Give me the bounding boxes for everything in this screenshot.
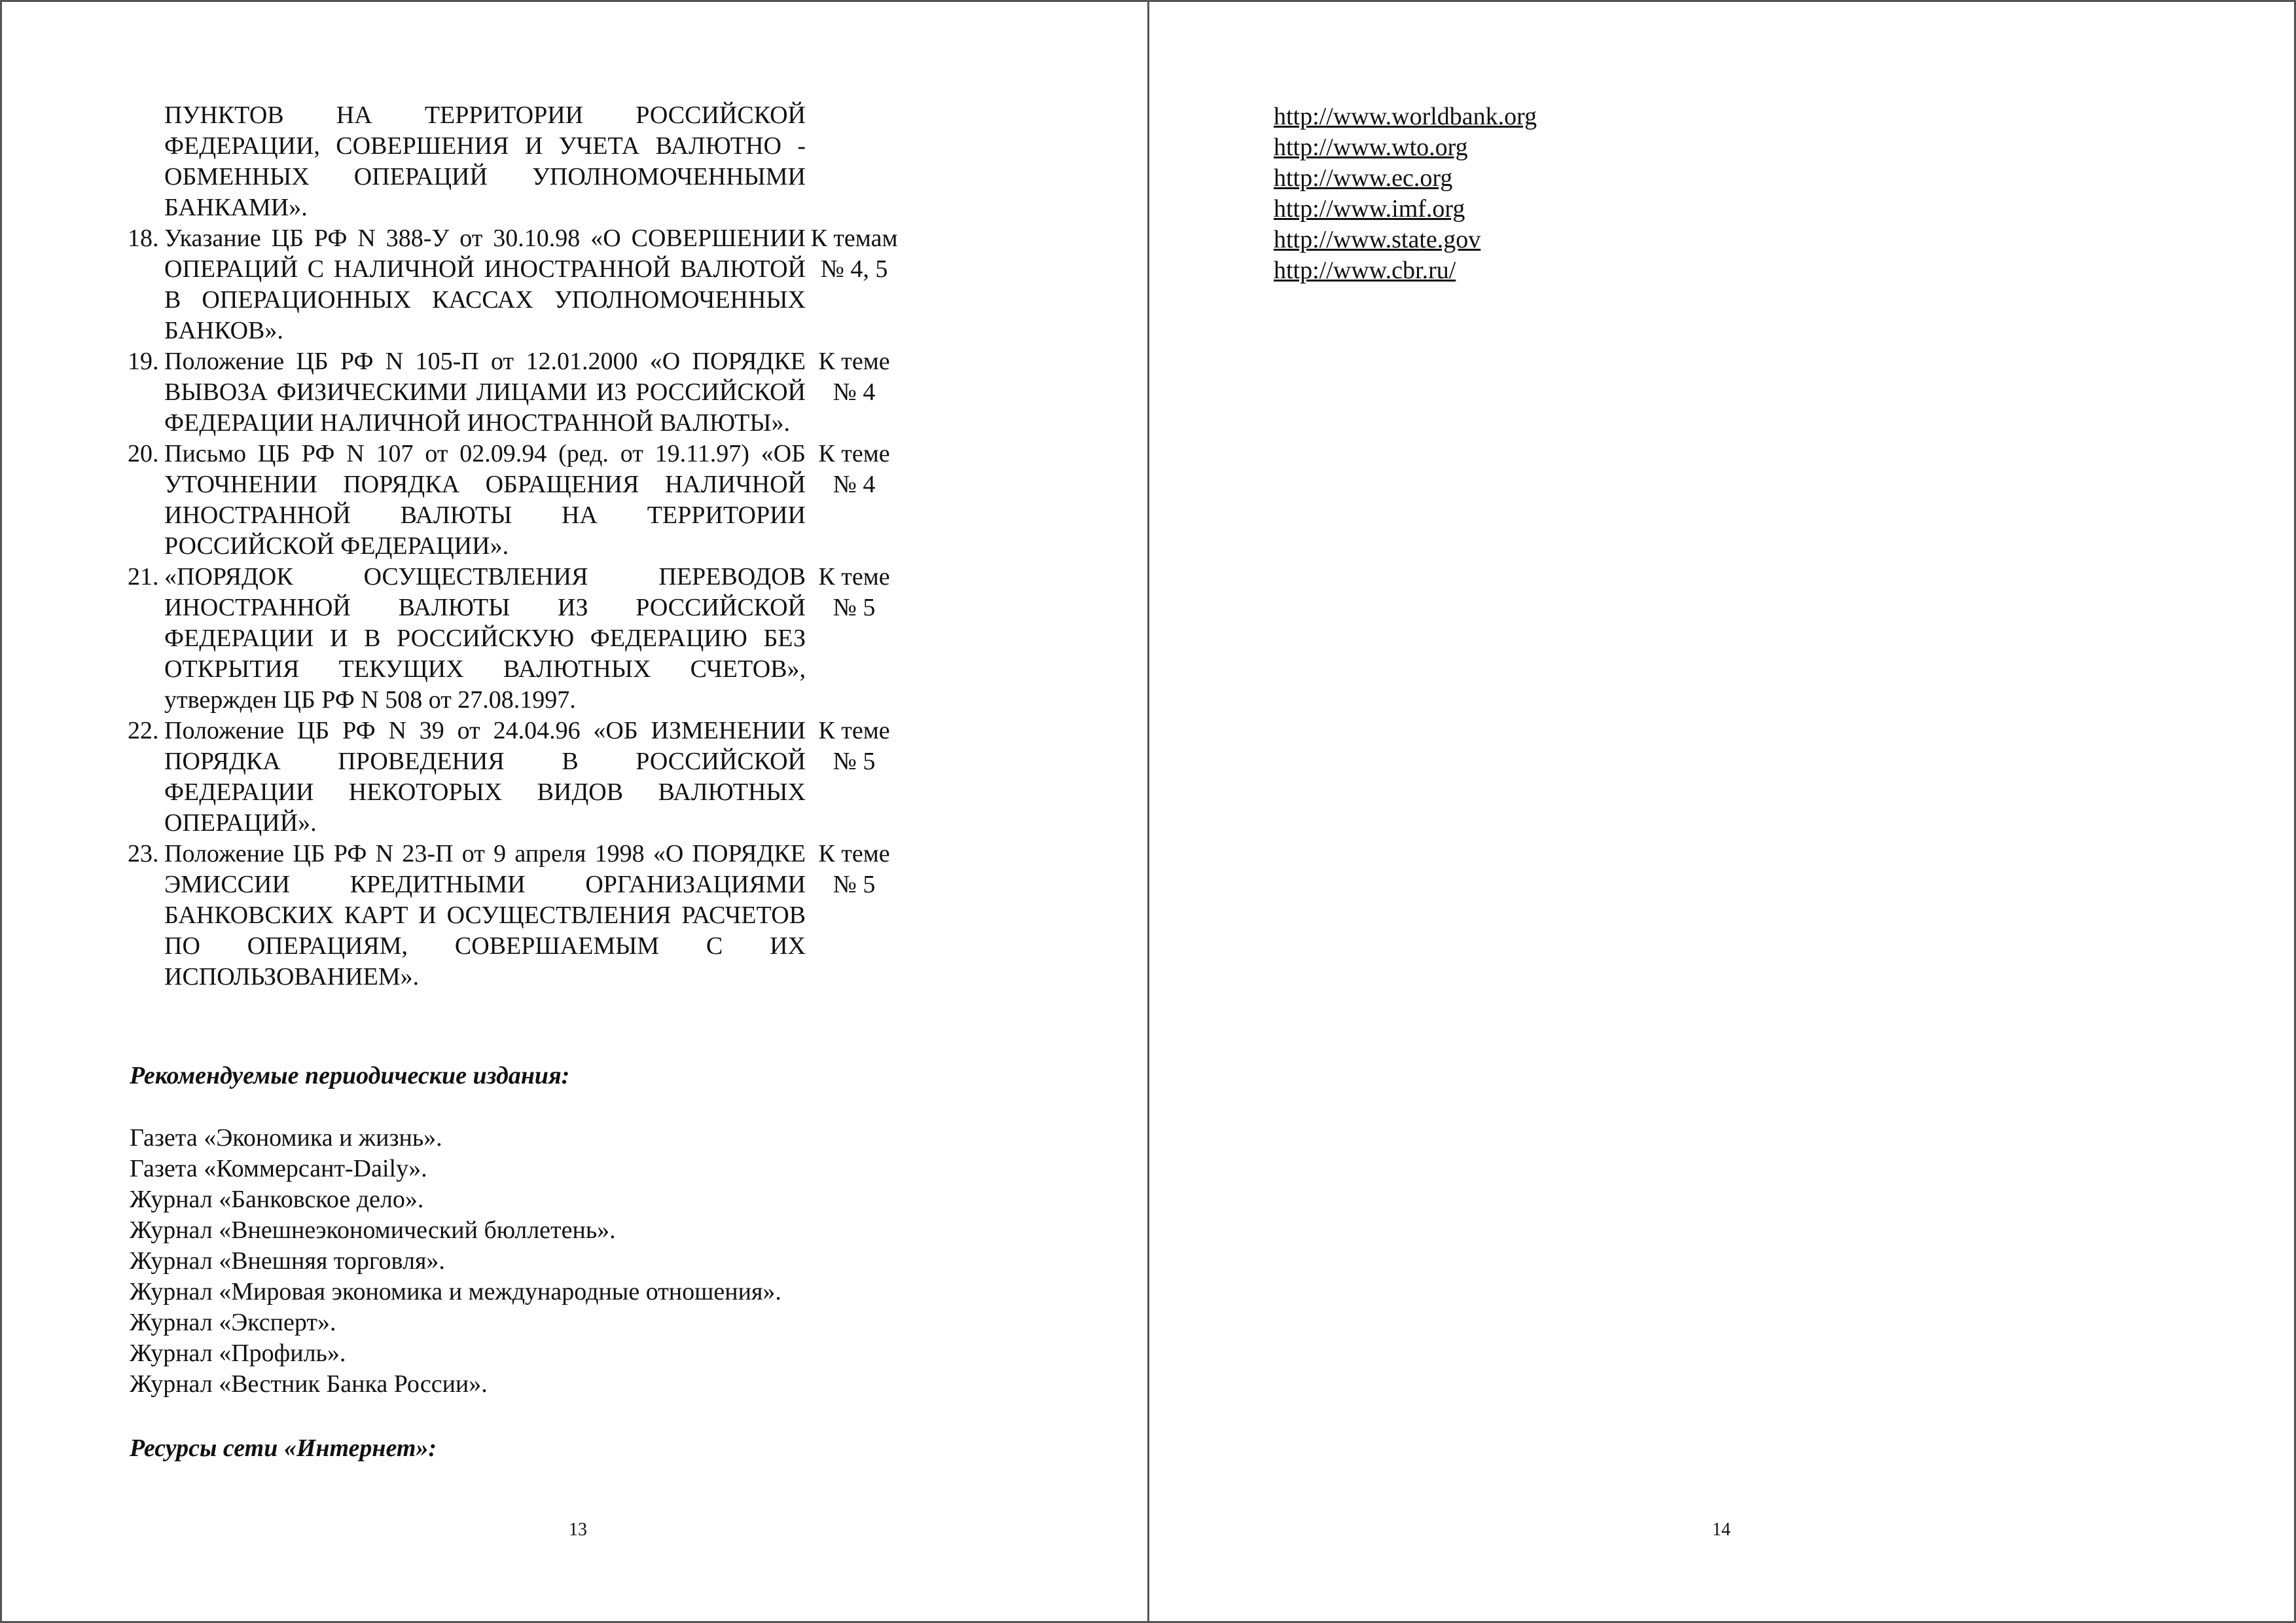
- item-number: 20.: [128, 440, 159, 467]
- topic-number: № 4, 5: [820, 255, 888, 283]
- periodical-item: Газета «Коммерсант-Daily».: [130, 1155, 427, 1182]
- topic-line: К темам: [810, 225, 898, 252]
- link-wto[interactable]: http://www.wto.org: [1274, 134, 1468, 161]
- periodical-item: Журнал «Внешнеэкономический бюллетень».: [130, 1216, 616, 1244]
- link-worldbank[interactable]: http://www.worldbank.org: [1274, 103, 1537, 130]
- topic-reference: [789, 346, 920, 408]
- item-number: 22.: [128, 717, 159, 744]
- periodical-item: Журнал «Мировая экономика и международные отношения».: [130, 1278, 781, 1305]
- topic-line: К теме: [818, 840, 890, 867]
- topic-reference: [789, 223, 920, 285]
- topic-number: № 5: [833, 748, 876, 775]
- list-item-18: [128, 223, 978, 346]
- item-number: 19.: [128, 348, 159, 375]
- link-imf[interactable]: http://www.imf.org: [1274, 195, 1465, 223]
- topic-reference: [789, 562, 920, 623]
- topic-number: № 4: [833, 471, 876, 498]
- item-text: Положение ЦБ РФ N 39 от 24.04.96 «ОБ ИЗМЕНЕНИИ ПОРЯДКА ПРОВЕДЕНИЯ В РОССИЙСКОЙ ФЕДЕРАЦИИ НЕКОТОРЫХ ВИДОВ ВАЛЮТНЫХ ОПЕРАЦИЙ».: [164, 717, 806, 837]
- list-item-20: [128, 439, 978, 562]
- topic-line: К теме: [818, 348, 890, 375]
- periodical-item: Журнал «Банковское дело».: [130, 1186, 424, 1213]
- item-number: 18.: [128, 225, 159, 252]
- topic-reference: [789, 839, 920, 900]
- topic-number: № 4: [833, 378, 876, 406]
- regulations-list: [128, 100, 978, 993]
- link-ec[interactable]: http://www.ec.org: [1274, 164, 1453, 192]
- list-item-22: [128, 716, 978, 839]
- list-item-21: [128, 562, 978, 716]
- periodical-item: Журнал «Эксперт».: [130, 1309, 336, 1336]
- topic-number: № 5: [833, 594, 876, 621]
- internet-links: [1274, 101, 1537, 286]
- item-text: Письмо ЦБ РФ N 107 от 02.09.94 (ред. от 19.11.97) «ОБ УТОЧНЕНИИ ПОРЯДКА ОБРАЩЕНИЯ НАЛИЧНОЙ ИНОСТРАННОЙ ВАЛЮТЫ НА ТЕРРИТОРИИ РОССИЙСКОЙ ФЕДЕРАЦИИ».: [164, 440, 806, 560]
- internet-resources-heading: Ресурсы сети «Интернет»:: [130, 1434, 437, 1462]
- topic-line: К теме: [818, 717, 890, 744]
- page-number: 14: [1712, 1520, 1731, 1540]
- topic-number: № 5: [833, 871, 876, 898]
- link-cbr[interactable]: http://www.cbr.ru/: [1274, 257, 1456, 284]
- periodical-item: Журнал «Внешняя торговля».: [130, 1247, 445, 1275]
- periodical-item: Журнал «Вестник Банка России».: [130, 1370, 488, 1398]
- page-number: 13: [569, 1520, 587, 1540]
- item-text: «ПОРЯДОК ОСУЩЕСТВЛЕНИЯ ПЕРЕВОДОВ ИНОСТРАННОЙ ВАЛЮТЫ ИЗ РОССИЙСКОЙ ФЕДЕРАЦИИ И В РОССИЙСКУЮ ФЕДЕРАЦИЮ БЕЗ ОТКРЫТИЯ ТЕКУЩИХ ВАЛЮТНЫХ СЧЕТОВ», утвержден ЦБ РФ N 508 от 27.08.1997.: [164, 563, 806, 714]
- topic-reference: [789, 716, 920, 777]
- item-text: Положение ЦБ РФ N 23-П от 9 апреля 1998 «О ПОРЯДКЕ ЭМИССИИ КРЕДИТНЫМИ ОРГАНИЗАЦИЯМИ БАНКОВСКИХ КАРТ И ОСУЩЕСТВЛЕНИЯ РАСЧЕТОВ ПО ОПЕРАЦИЯМ, СОВЕРШАЕМЫМ С ИХ ИСПОЛЬЗОВАНИЕМ».: [164, 840, 806, 991]
- list-item-continuation: [128, 100, 978, 223]
- topic-line: К теме: [818, 440, 890, 467]
- periodicals-list: [130, 1123, 781, 1400]
- list-item-23: [128, 839, 978, 993]
- item-number: 23.: [128, 840, 159, 867]
- periodical-item: Журнал «Профиль».: [130, 1340, 346, 1367]
- topic-reference: [789, 439, 920, 500]
- topic-line: К теме: [818, 563, 890, 591]
- item-number: 21.: [128, 563, 159, 591]
- continuation-text: ПУНКТОВ НА ТЕРРИТОРИИ РОССИЙСКОЙ ФЕДЕРАЦИИ, СОВЕРШЕНИЯ И УЧЕТА ВАЛЮТНО - ОБМЕННЫХ ОПЕРАЦИЙ УПОЛНОМОЧЕННЫМИ БАНКАМИ».: [164, 101, 806, 221]
- right-page: [1147, 0, 2296, 1623]
- item-text: Указание ЦБ РФ N 388-У от 30.10.98 «О СОВЕРШЕНИИ ОПЕРАЦИЙ С НАЛИЧНОЙ ИНОСТРАННОЙ ВАЛЮТОЙ В ОПЕРАЦИОННЫХ КАССАХ УПОЛНОМОЧЕННЫХ БАНКОВ».: [164, 225, 806, 344]
- periodical-item: Газета «Экономика и жизнь».: [130, 1124, 442, 1152]
- periodicals-heading: Рекомендуемые периодические издания:: [130, 1062, 570, 1089]
- link-state-gov[interactable]: http://www.state.gov: [1274, 226, 1481, 253]
- list-item-19: [128, 346, 978, 439]
- item-text: Положение ЦБ РФ N 105-П от 12.01.2000 «О ПОРЯДКЕ ВЫВОЗА ФИЗИЧЕСКИМИ ЛИЦАМИ ИЗ РОССИЙСКОЙ ФЕДЕРАЦИИ НАЛИЧНОЙ ИНОСТРАННОЙ ВАЛЮТЫ».: [164, 348, 806, 437]
